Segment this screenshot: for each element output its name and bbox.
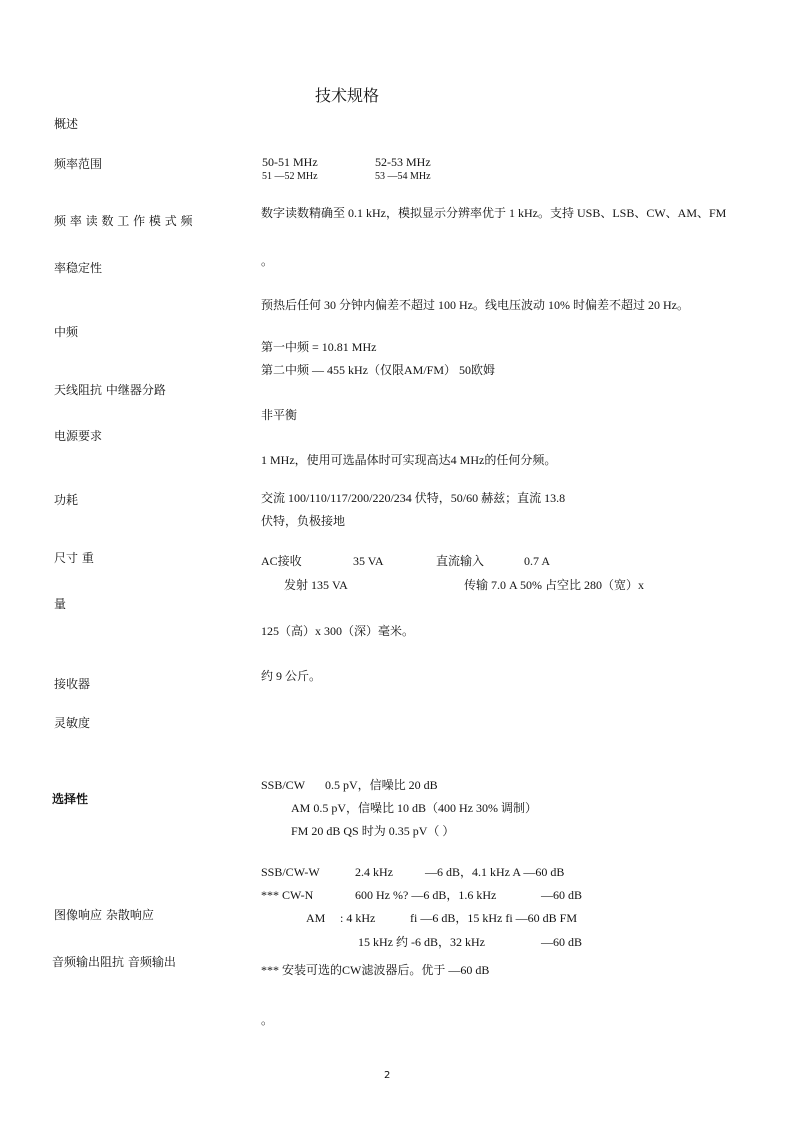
label-sensitivity: 灵敏度 (54, 716, 91, 730)
end-mark: 。 (261, 1013, 274, 1027)
sel-cwn-60db: —60 dB (541, 888, 583, 902)
weight-text: 约 9 公斤。 (261, 669, 322, 683)
label-image-spurious: 图像响应 杂散响应 (54, 908, 154, 922)
cw-filter-note: *** 安装可选的CW滤波器后。优于 —60 dB (261, 963, 490, 977)
label-freq-reading-mode: 频 率 读 数 工 作 模 式 频 (54, 214, 193, 228)
ac-receive-value: 35 VA (353, 554, 384, 568)
readout-line1: 数字读数精确至 0.1 kHz，模拟显示分辨率优于 1 kHz。支持 USB、LSB、CW、AM、FM (261, 206, 727, 220)
label-frequency-range: 频率范围 (54, 157, 103, 171)
page-number: 2 (384, 1070, 391, 1081)
label-audio-output: 音频输出阻抗 音频输出 (52, 955, 176, 969)
label-selectivity: 选择性 (52, 792, 89, 806)
freq-range-d: 53 —54 MHz (375, 171, 431, 182)
page-title: 技术规格 (315, 86, 380, 105)
dimensions-text: 125（高）x 300（深）毫米。 (261, 624, 415, 638)
sel-ssbw-bandwidth: 2.4 kHz (355, 865, 393, 879)
sel-cwn-value: 600 Hz %? —6 dB，1.6 kHz (355, 888, 497, 902)
sel-fm-value: 15 kHz 约 -6 dB，32 kHz (358, 935, 485, 949)
sel-ssbw-label: SSB/CW-W (261, 865, 320, 879)
label-size-weight: 尺寸 重 (54, 551, 94, 565)
if-second: 第二中频 — 455 kHz（仅限AM/FM） 50欧姆 (261, 363, 496, 377)
unbalanced-text: 非平衡 (261, 408, 298, 422)
sens-ssb-value: 0.5 pV，信噪比 20 dB (325, 778, 438, 792)
freq-range-c: 51 —52 MHz (262, 171, 318, 182)
freq-range-a: 50-51 MHz (262, 155, 318, 169)
sel-am-value: fi —6 dB，15 kHz fi —60 dB FM (410, 911, 578, 925)
label-weight-cont: 量 (54, 597, 67, 611)
power-line1: 交流 100/110/117/200/220/234 伏特，50/60 赫兹；直流 13.8 (261, 491, 566, 505)
sel-fm-60db: —60 dB (541, 935, 583, 949)
label-power-requirement: 电源要求 (54, 429, 103, 443)
readout-line2: 。 (261, 254, 274, 268)
sel-ssbw-value: —6 dB，4.1 kHz A —60 dB (425, 865, 565, 879)
label-antenna-impedance-repeater: 天线阻抗 中继器分路 (54, 383, 166, 397)
ac-receive-label: AC接收 (261, 554, 302, 568)
sens-am: AM 0.5 pV，信噪比 10 dB（400 Hz 30% 调制） (291, 801, 537, 815)
transmit-va: 发射 135 VA (284, 578, 348, 592)
sel-am-label: AM (306, 911, 326, 925)
label-rate-stability: 率稳定性 (54, 261, 103, 275)
sens-ssb-label: SSB/CW (261, 778, 306, 792)
label-receiver: 接收器 (54, 677, 91, 691)
sens-fm: FM 20 dB QS 时为 0.35 pV（ ） (291, 824, 455, 838)
dc-input-value: 0.7 A (524, 554, 551, 568)
freq-range-b: 52-53 MHz (375, 155, 431, 169)
label-power-consumption: 功耗 (54, 493, 79, 507)
sel-cwn-label: *** CW-N (261, 888, 314, 902)
dc-input-label: 直流输入 (436, 554, 485, 568)
label-overview: 概述 (54, 117, 79, 131)
label-if: 中频 (54, 325, 79, 339)
stability-text: 预热后任何 30 分钟内偏差不超过 100 Hz。线电压波动 10% 时偏差不超过 20 Hz。 (261, 298, 689, 312)
sel-am-bandwidth: : 4 kHz (340, 911, 376, 925)
power-line2: 伏特，负极接地 (261, 514, 346, 528)
if-first: 第一中频 = 10.81 MHz (261, 340, 377, 354)
repeater-text: 1 MHz，使用可选晶体时可实现高达4 MHz的任何分频。 (261, 453, 557, 467)
transmit-dc: 传输 7.0 A 50% 占空比 280（宽）x (464, 578, 645, 592)
